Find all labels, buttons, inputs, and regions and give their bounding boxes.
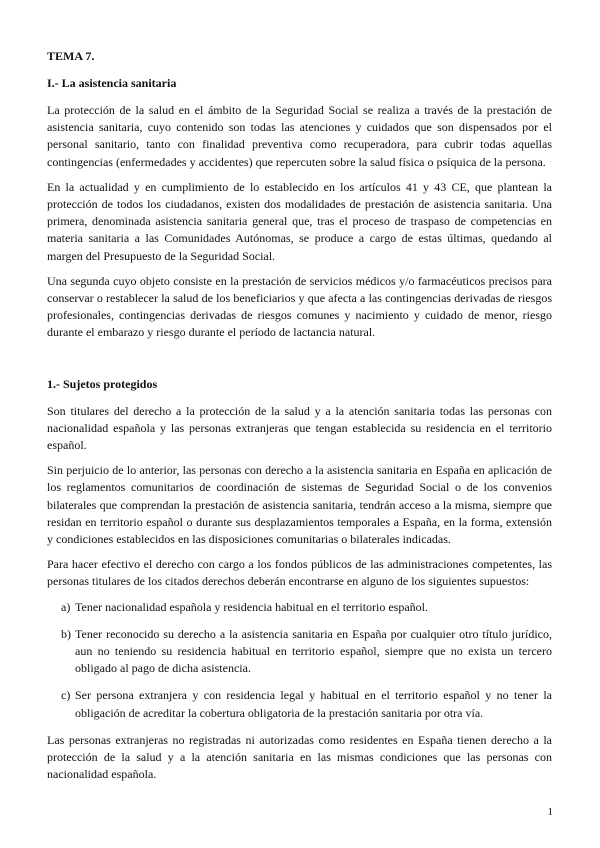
paragraph: Una segunda cuyo objeto consiste en la prestación de servicios médicos y/o farmacéuticos precisos para conservar o restablecer la salud de los beneficiarios y que afecta a las contingencias derivadas de riesgos profesionales, contingencias derivadas de riesgos comunes y nacimiento y cuidado de menor, riesgo durante el embarazo y riesgo durante el período de lactancia natural. bbox=[47, 273, 552, 340]
paragraph: Son titulares del derecho a la protección de la salud y a la atención sanitaria todas las personas con nacionalidad española y las personas extranjeras que tengan establecida su residencia en el territorio español. bbox=[47, 403, 552, 453]
list-item-text: Tener nacionalidad española y residencia habitual en el territorio español. bbox=[75, 599, 429, 614]
list-marker: a) bbox=[61, 599, 71, 614]
section-title-sujetos: 1.- Sujetos protegidos bbox=[47, 376, 158, 391]
list-item bbox=[47, 687, 552, 721]
page-content bbox=[47, 48, 552, 792]
list-item-text: Tener reconocido su derecho a la asistencia sanitaria en España por cualquier otro título jurídico, aun no teniendo su residencia habitual en territorio español, siempre que no exista un tercero obligado al pago de dicha asistencia. bbox=[75, 626, 552, 676]
list-marker: b) bbox=[61, 626, 71, 641]
paragraph: En la actualidad y en cumplimiento de lo establecido en los artículos 41 y 43 CE, que plantean la protección de todos los ciudadanos, existen dos modalidades de prestación de asistencia sanitaria. Una primera, denominada asistencia sanitaria general que, tras el proceso de traspaso de competencias en materia sanitaria a las Comunidades Autónomas, se produce a cargo de estas últimas, quedando al margen del Presupuesto de la Seguridad Social. bbox=[47, 179, 552, 263]
paragraph: Las personas extranjeras no registradas ni autorizadas como residentes en España tienen derecho a la protección de la salud y a la atención sanitaria en las mismas condiciones que las personas con nacionalidad española. bbox=[47, 732, 552, 782]
list-item bbox=[47, 599, 552, 616]
paragraph: La protección de la salud en el ámbito de la Seguridad Social se realiza a través de la prestación de asistencia sanitaria, cuyo contenido son todas las atenciones y cuidados que son dispensados por el personal sanitario, tanto con finalidad preventiva como recuperadora, para cubrir todas aquellas contingencias (enfermedades y accidentes) que repercuten sobre la salud física o psíquica de la persona. bbox=[47, 103, 552, 169]
list-item bbox=[47, 626, 552, 678]
section-title-asistencia: I.- La asistencia sanitaria bbox=[47, 76, 177, 90]
list-marker: c) bbox=[61, 688, 71, 703]
topic-heading: TEMA 7. bbox=[47, 49, 95, 63]
requirements-list bbox=[47, 599, 552, 722]
page-number: 1 bbox=[547, 806, 553, 818]
spacer bbox=[47, 350, 552, 376]
paragraph: Sin perjuicio de lo anterior, las personas con derecho a la asistencia sanitaria en España en aplicación de los reglamentos comunitarios de coordinación de sistemas de Seguridad Social o de los convenios bilaterales que comprendan la prestación de asistencia sanitaria, tendrán acceso a la misma, siempre que residan en territorio español o durante sus desplazamientos temporales a España, en la forma, extensión y condiciones establecidos en las disposiciones comunitarias o bilaterales indicadas. bbox=[47, 463, 552, 547]
paragraph: Para hacer efectivo el derecho con cargo a los fondos públicos de las administraciones competentes, las personas titulares de los citados derechos deberán encontrarse en alguno de los siguientes supuestos: bbox=[47, 557, 552, 589]
list-item-text: Ser persona extranjera y con residencia legal y habitual en el territorio español y no tener la obligación de acreditar la cobertura obligatoria de la prestación sanitaria por otra vía. bbox=[75, 688, 552, 720]
